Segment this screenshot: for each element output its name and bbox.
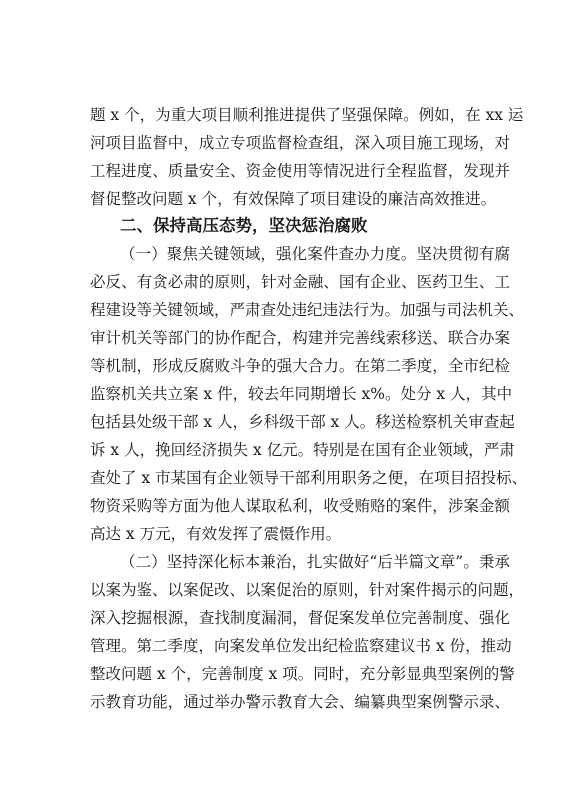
paragraph-line: 整改问题 x 个，完善制度 x 项。同时，充分彰显典型案例的警 xyxy=(90,665,515,683)
paragraph-line: 题 x 个，为重大项目顺利推进提供了坚强保障。例如，在 xx 运 xyxy=(90,106,524,124)
paragraph-line: 督促整改问题 x 个，有效保障了项目建设的廉洁高效推进。 xyxy=(90,190,497,208)
paragraph-line: 必反、有贪必肃的原则，针对金融、国有企业、医药卫生、工 xyxy=(90,273,510,291)
paragraph-line: （二）坚持深化标本兼治，扎实做好“后半篇文章”。秉承 xyxy=(120,553,510,571)
section-heading: 二、保持高压态势，坚决惩治腐败 xyxy=(120,216,368,235)
paragraph-line: 深入挖掘根源，查找制度漏洞，督促案发单位完善制度、强化 xyxy=(90,609,510,627)
paragraph-line: 示教育功能，通过举办警示教育大会、编纂典型案例警示录、 xyxy=(90,693,510,711)
paragraph-line: 管理。第二季度，向案发单位发出纪检监察建议书 x 份，推动 xyxy=(90,637,512,655)
paragraph-line: 监察机关共立案 x 件，较去年同期增长 x%。处分 x 人，其中 xyxy=(90,385,513,403)
paragraph-line: 诉 x 人，挽回经济损失 x 亿元。特别是在国有企业领域，严肃 xyxy=(90,441,515,459)
paragraph-line: 工程进度、质量安全、资金使用等情况进行全程监督，发现并 xyxy=(90,162,510,180)
paragraph-line: 河项目监督中，成立专项监督检查组，深入项目施工现场，对 xyxy=(90,134,510,152)
paragraph-line: 包括县处级干部 x 人，乡科级干部 x 人。移送检察机关审查起 xyxy=(90,413,515,431)
paragraph-line: 程建设等关键领域，严肃查处违纪违法行为。加强与司法机关、 xyxy=(90,301,525,319)
paragraph-line: 等机制，形成反腐败斗争的强大合力。在第二季度，全市纪检 xyxy=(90,357,510,375)
paragraph-line: 物资采购等方面为他人谋取私利，收受贿赂的案件，涉案金额 xyxy=(90,497,510,515)
paragraph-line: 审计机关等部门的协作配合，构建并完善线索移送、联合办案 xyxy=(90,329,510,347)
paragraph-line: 以案为鉴、以案促改、以案促治的原则，针对案件揭示的问题， xyxy=(90,581,525,599)
paragraph-line: 查处了 x 市某国有企业领导干部利用职务之便，在项目招投标、 xyxy=(90,469,528,487)
paragraph-line: （一）聚焦关键领域，强化案件查办力度。坚决贯彻有腐 xyxy=(120,245,510,263)
paragraph-line: 高达 x 万元，有效发挥了震慑作用。 xyxy=(90,525,342,543)
